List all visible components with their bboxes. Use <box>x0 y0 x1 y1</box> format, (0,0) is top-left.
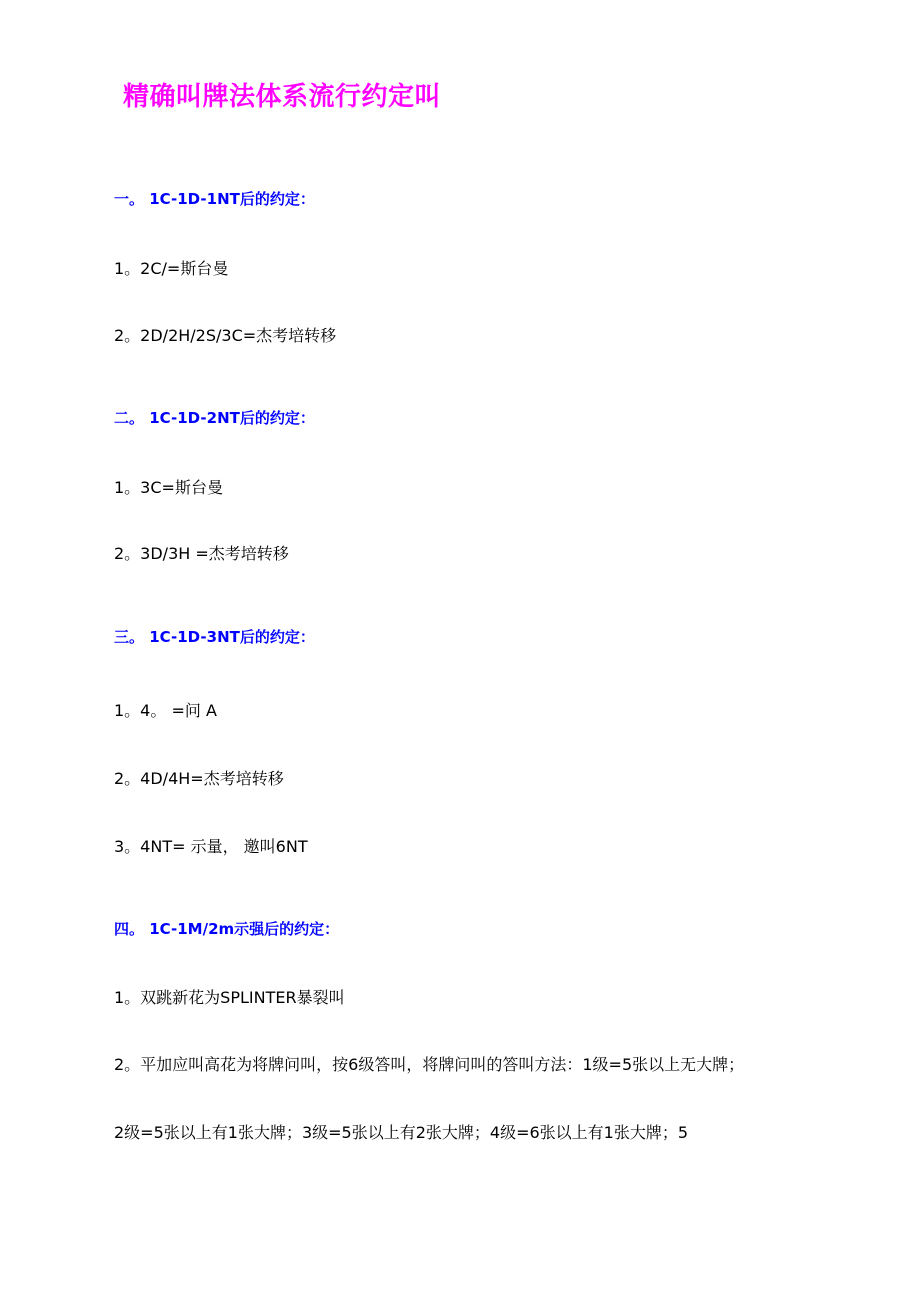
section-2-line-1: 1。3C=斯台曼 <box>114 478 223 497</box>
section-2-line-2: 2。3D/3H =杰考培转移 <box>114 544 289 563</box>
section-3-line-1: 1。4。 =问 A <box>114 701 217 720</box>
section-1-line-1: 1。2C/=斯台曼 <box>114 259 229 278</box>
section-2-heading: 二。 1C-1D-2NT后的约定： <box>114 409 315 427</box>
section-1-line-2: 2。2D/2H/2S/3C=杰考培转移 <box>114 326 337 345</box>
section-3-line-3: 3。4NT= 示量， 邀叫6NT <box>114 837 308 856</box>
section-4-line-1: 1。双跳新花为SPLINTER暴裂叫 <box>114 988 345 1007</box>
section-4-line-3: 2级=5张以上有1张大牌；3级=5张以上有2张大牌；4级=6张以上有1张大牌；5 <box>114 1123 689 1142</box>
section-4-heading: 四。 1C-1M/2m示强后的约定： <box>114 920 340 938</box>
section-4-line-2: 2。平加应叫高花为将牌问叫，按6级答叫，将牌问叫的答叫方法：1级=5张以上无大牌； <box>114 1055 745 1074</box>
section-3-heading: 三。 1C-1D-3NT后的约定： <box>114 628 315 646</box>
document-title: 精确叫牌法体系流行约定叫 <box>123 82 442 112</box>
section-3-line-2: 2。4D/4H=杰考培转移 <box>114 769 284 788</box>
section-1-heading: 一。 1C-1D-1NT后的约定： <box>114 190 315 208</box>
